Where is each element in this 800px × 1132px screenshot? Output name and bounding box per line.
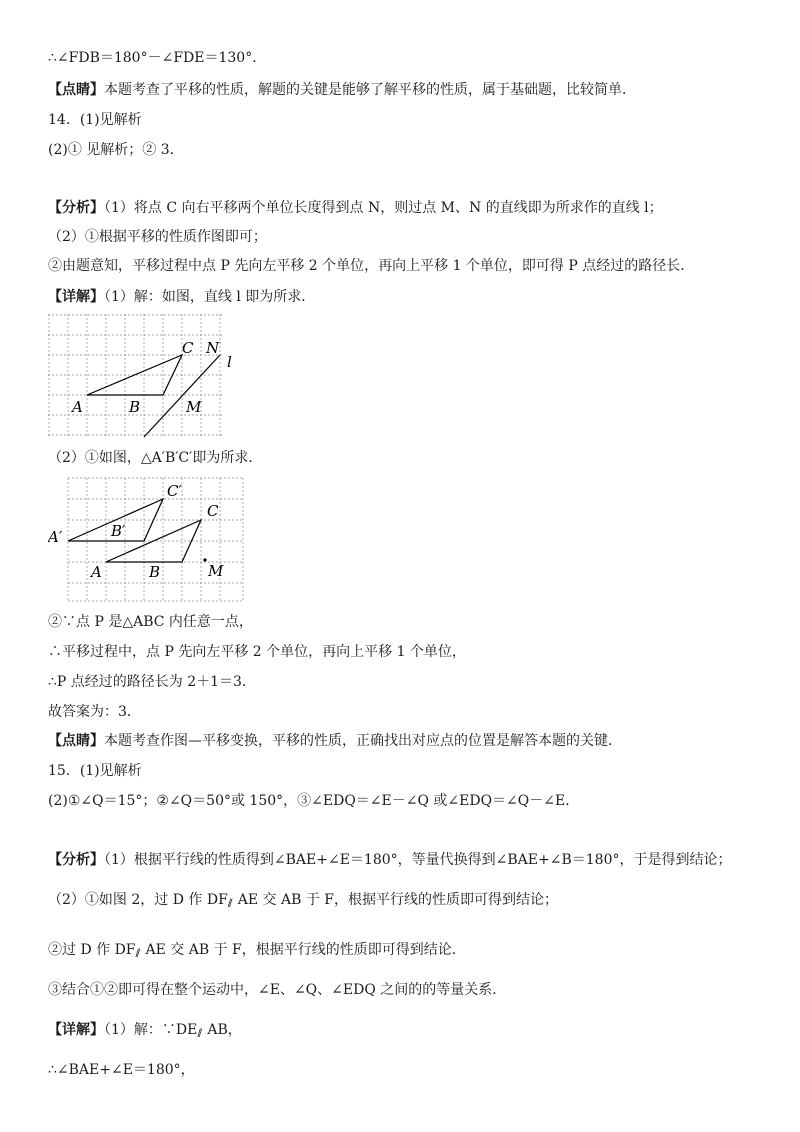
label-a: A — [91, 563, 102, 581]
question-number: 15．(1)见解析 — [48, 763, 142, 779]
label-l: l — [227, 353, 232, 371]
text-line — [48, 940, 770, 960]
detail-line — [48, 1020, 770, 1040]
text-part: （2）①如图 2，过 D 作 DF — [48, 892, 228, 908]
text-line: ②由题意知，平移过程中点 P 先向左平移 2 个单位，再向上平移 1 个单位，即可得 P 点经过的路径长． — [48, 258, 695, 274]
section-text: （1）解：如图，直线 l 即为所求． — [104, 289, 316, 305]
label-m: M — [208, 562, 224, 580]
text-part: AB， — [207, 1022, 242, 1038]
analysis-line — [48, 198, 770, 218]
section-tag: 【详解】 — [48, 289, 104, 305]
text-line: ∴平移过程中，点 P 先向左平移 2 个单位，再向上平移 1 个单位， — [48, 644, 466, 660]
text-line: ②∵点 P 是△ABC 内任意一点， — [48, 614, 253, 630]
section-text: （1）根据平行线的性质得到∠BAE+∠E＝180°，等量代换得到∠BAE+∠B＝180°，于是得到结论； — [104, 852, 732, 868]
section-tag: 【分析】 — [48, 852, 104, 868]
answer-line: (2)①∠Q＝15°；②∠Q＝50°或 150°，③∠EDQ＝∠E－∠Q 或∠EDQ＝∠Q－∠E． — [48, 793, 580, 809]
section-tag: 【点睛】 — [48, 82, 104, 98]
section-tag: 【分析】 — [48, 200, 104, 216]
label-c-prime: C′ — [167, 482, 182, 500]
text-line — [48, 890, 770, 910]
point-m — [203, 558, 206, 561]
grid-figure-2 — [48, 476, 258, 604]
label-a-prime: A′ — [48, 528, 63, 546]
section-tag: 【详解】 — [48, 1022, 104, 1038]
label-b: B — [129, 398, 141, 416]
text-part: （1）解：∵DE — [104, 1022, 198, 1038]
text-part: ②过 D 作 DF — [48, 942, 136, 958]
label-b: B — [149, 563, 161, 581]
text-line: 故答案为：3． — [48, 704, 141, 720]
section-text: 本题考查作图—平移变换，平移的性质，正确找出对应点的位置是解答本题的关键． — [104, 733, 622, 749]
text-line: ③结合①②即可得在整个运动中，∠E、∠Q、∠EDQ 之间的的等量关系． — [48, 982, 507, 998]
text-line: （2）①如图，△A′B′C′即为所求． — [48, 450, 263, 466]
text-part: AE 交 AB 于 F，根据平行线的性质即可得到结论； — [237, 892, 559, 908]
label-m: M — [186, 398, 202, 416]
analysis-line — [48, 850, 770, 870]
question-number: 14．(1)见解析 — [48, 112, 142, 128]
text-line: ∴P 点经过的路径长为 2＋1＝3． — [48, 674, 256, 690]
detail-line — [48, 287, 770, 307]
section-tag: 【点睛】 — [48, 733, 104, 749]
comment-line — [48, 80, 770, 100]
label-n: N — [206, 339, 220, 357]
text-part: AE 交 AB 于 F，根据平行线的性质即可得到结论． — [145, 942, 466, 958]
section-text: （1）将点 C 向右平移两个单位长度得到点 N，则过点 M、N 的直线即为所求作的直线 l； — [104, 200, 663, 216]
label-c: C — [207, 502, 219, 520]
section-text: 本题考查了平移的性质，解题的关键是能够了解平移的性质，属于基础题，比较简单． — [104, 82, 636, 98]
text-line: ∴∠FDB＝180°－∠FDE＝130°． — [48, 50, 267, 66]
grid-figure-1 — [48, 314, 236, 438]
comment-line — [48, 731, 770, 751]
answer-line: (2)① 见解析；② 3． — [48, 142, 184, 158]
text-line: ∴∠BAE+∠E＝180°， — [48, 1062, 195, 1078]
label-a: A — [72, 398, 83, 416]
text-line: （2）①根据平移的性质作图即可； — [48, 229, 267, 245]
label-c: C — [182, 339, 194, 357]
label-b-prime: B′ — [111, 522, 126, 540]
